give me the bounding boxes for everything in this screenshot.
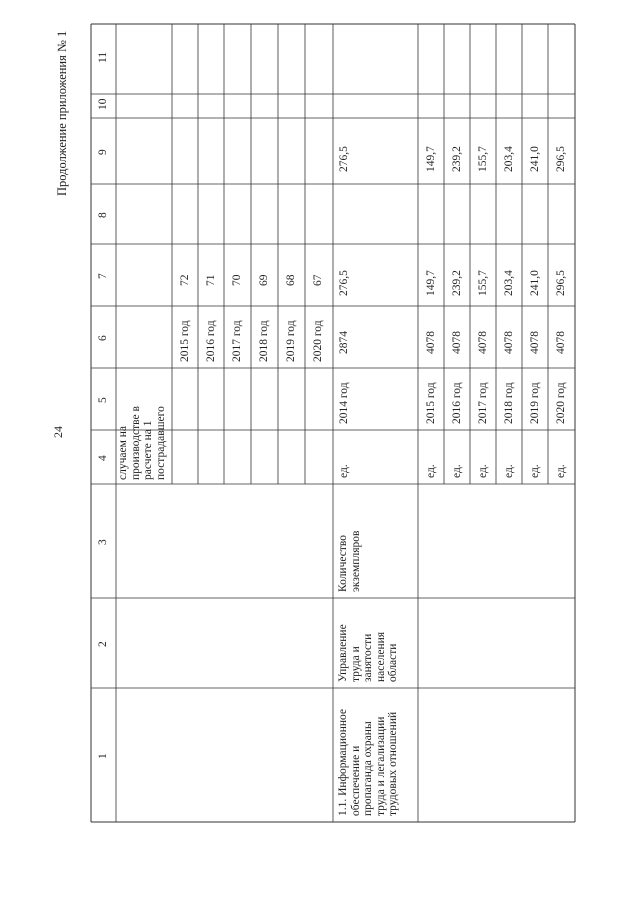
year-cell-line: 2018 год: [503, 382, 515, 424]
value-cell: [555, 146, 568, 172]
value-cell-line: 67: [312, 274, 324, 286]
continuation-note: Продолжение приложения № 1: [55, 30, 69, 196]
value-cell-line: 155,7: [477, 270, 489, 296]
year-cell-line: 2016 год: [205, 320, 217, 362]
value-cell: [477, 270, 490, 296]
indicator-name: [337, 531, 362, 592]
value-cell-line: 4078: [451, 331, 463, 354]
year-cell: [205, 320, 218, 362]
unit-cell-line: ед.: [338, 464, 350, 478]
year-cell: [312, 320, 325, 362]
page-number: 24: [51, 426, 65, 438]
value-cell: [231, 275, 244, 287]
col3-continued-text-line: случаем на: [117, 426, 129, 480]
indicator-name-line: экземпляров: [349, 530, 362, 592]
year-cell-line: 2018 год: [258, 320, 270, 362]
responsible-org-line: области: [387, 643, 399, 682]
unit-cell: [529, 464, 542, 478]
value-cell-line: 239,2: [451, 146, 463, 172]
measure-name: [337, 709, 400, 816]
value-cell: [477, 146, 490, 172]
unit-cell: [425, 464, 438, 478]
year-cell: [529, 382, 542, 424]
unit-cell-line: ед.: [477, 464, 489, 478]
year-cell: [179, 320, 192, 362]
responsible-org-line: Управление: [337, 624, 349, 682]
unit-cell-line: ед.: [555, 464, 567, 478]
value-cell: [312, 275, 325, 287]
year-cell-line: 2019 год: [529, 382, 541, 424]
value-cell-line: 4078: [425, 331, 437, 354]
value-cell-line: 203,4: [503, 146, 515, 172]
value-cell: [338, 270, 351, 296]
col3-continued-text-line: производстве в: [129, 406, 142, 480]
column-number: 2: [97, 641, 109, 647]
year-cell-line: 2014 год: [338, 382, 350, 424]
column-number: 9: [97, 149, 109, 155]
year-cell-line: 2020 год: [312, 320, 324, 362]
value-cell-line: 4078: [477, 331, 489, 354]
indicator-name-line: Количество: [337, 535, 349, 592]
value-cell-line: 149,7: [425, 270, 437, 296]
value-cell: [529, 146, 542, 172]
value-cell-line: 241,0: [529, 146, 541, 172]
value-cell: [529, 270, 542, 296]
responsible-org: [337, 624, 400, 682]
unit-cell: [451, 464, 464, 478]
value-cell: [338, 146, 351, 172]
column-number: 6: [97, 335, 109, 341]
value-cell: [425, 331, 438, 354]
value-cell: [179, 275, 192, 287]
measure-name-line: трудовых отношений: [387, 711, 399, 816]
column-number: 7: [97, 273, 109, 279]
value-cell: [529, 331, 542, 354]
value-cell-line: 296,5: [555, 270, 567, 296]
col3-continued-text-line: пострадавшего: [154, 406, 167, 480]
year-cell-line: 2017 год: [477, 382, 489, 424]
year-cell-line: 2015 год: [179, 320, 191, 362]
column-number: 4: [97, 455, 109, 461]
year-cell: [285, 320, 298, 362]
year-cell: [258, 320, 271, 362]
value-cell: [555, 270, 568, 296]
year-cell: [451, 382, 464, 424]
value-cell-line: 72: [179, 274, 191, 286]
value-cell: [477, 331, 490, 354]
year-cell: [503, 382, 516, 424]
value-cell: [451, 270, 464, 296]
responsible-org-line: занятости: [362, 633, 374, 682]
responsible-org-line: труда и: [349, 646, 362, 682]
measure-name-line: труда и легализации: [374, 716, 387, 816]
value-cell-line: 296,5: [555, 146, 567, 172]
value-cell: [555, 331, 568, 354]
value-cell-line: 155,7: [477, 146, 489, 172]
unit-cell: [477, 464, 490, 478]
col3-continued-text: [117, 406, 167, 480]
value-cell: [451, 331, 464, 354]
value-cell-line: 4078: [529, 331, 541, 354]
value-cell: [285, 275, 298, 287]
measure-name-line: пропаганда охраны: [362, 721, 374, 816]
value-cell: [451, 146, 464, 172]
unit-cell-line: ед.: [451, 464, 463, 478]
year-cell: [425, 382, 438, 424]
value-cell-line: 276,5: [338, 146, 350, 172]
value-cell-line: 149,7: [425, 146, 437, 172]
value-cell-line: 69: [258, 274, 270, 286]
year-cell-line: 2020 год: [555, 382, 567, 424]
year-cell: [338, 382, 351, 424]
year-cell: [555, 382, 568, 424]
value-cell-line: 71: [205, 274, 217, 286]
column-number: 3: [97, 539, 109, 545]
value-cell-line: 4078: [555, 331, 567, 354]
value-cell: [425, 146, 438, 172]
value-cell: [503, 270, 516, 296]
year-cell-line: 2019 год: [285, 320, 297, 362]
value-cell-line: 4078: [503, 331, 515, 354]
value-cell-line: 203,4: [503, 270, 515, 296]
col3-continued-text-line: расчете на 1: [142, 420, 154, 480]
value-cell-line: 70: [231, 274, 243, 286]
column-number: 11: [97, 51, 109, 63]
year-cell: [477, 382, 490, 424]
value-cell-line: 2874: [338, 331, 350, 354]
value-cell: [503, 331, 516, 354]
year-cell-line: 2015 год: [425, 382, 437, 424]
unit-cell: [338, 464, 351, 478]
column-number: 10: [97, 98, 109, 110]
value-cell: [338, 331, 351, 354]
value-cell-line: 239,2: [451, 270, 463, 296]
value-cell-line: 241,0: [529, 270, 541, 296]
value-cell-line: 68: [285, 274, 297, 286]
year-cell-line: 2016 год: [451, 382, 463, 424]
value-cell: [258, 275, 271, 287]
value-cell: [205, 275, 218, 287]
column-number: 1: [97, 753, 109, 759]
unit-cell: [503, 464, 516, 478]
unit-cell: [555, 464, 568, 478]
value-cell-line: 276,5: [338, 270, 350, 296]
column-number: 5: [97, 397, 109, 403]
column-number: 8: [97, 212, 109, 218]
unit-cell-line: ед.: [425, 464, 437, 478]
unit-cell-line: ед.: [529, 464, 541, 478]
year-cell: [231, 320, 244, 362]
measure-name-line: 1.1. Информационное: [337, 708, 349, 816]
responsible-org-line: населения: [374, 631, 387, 682]
value-cell: [425, 270, 438, 296]
value-cell: [503, 146, 516, 172]
year-cell-line: 2017 год: [231, 320, 243, 362]
measure-name-line: обеспечение и: [349, 745, 362, 816]
unit-cell-line: ед.: [503, 464, 515, 478]
